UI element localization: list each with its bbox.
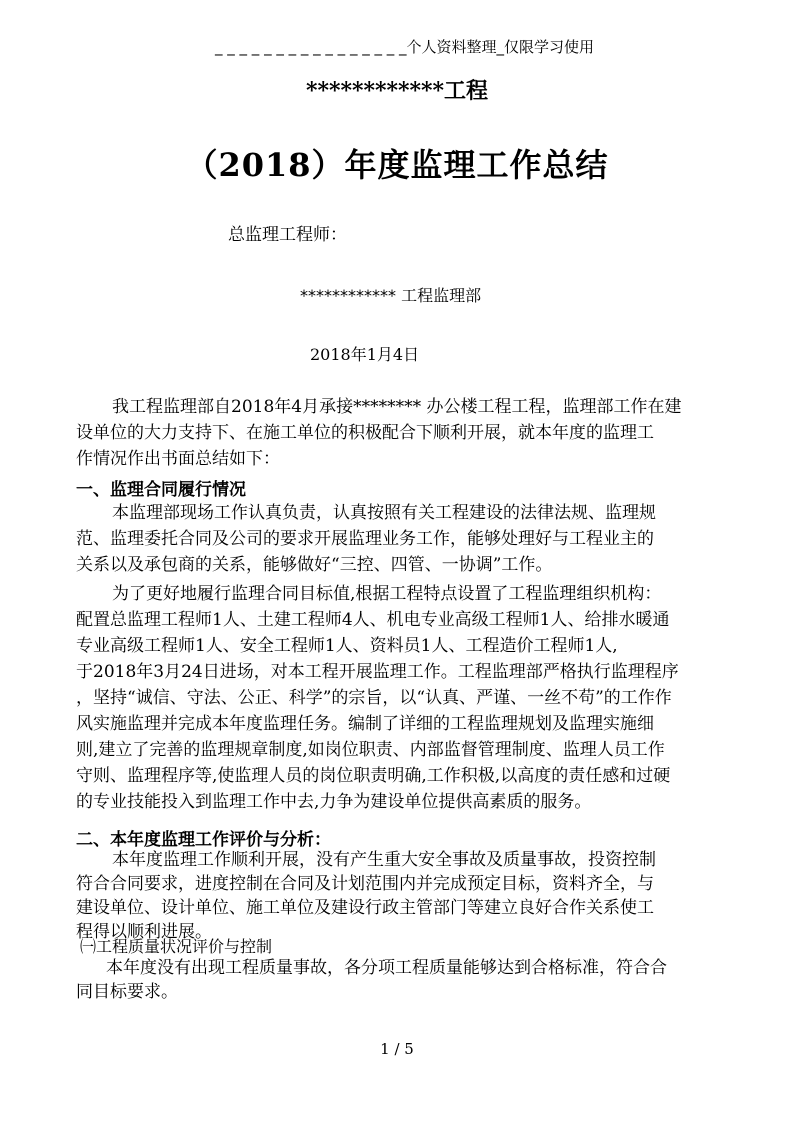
document-title: （2018）年度监理工作总结 (185, 146, 609, 184)
section-1-heading: 一、监理合同履行情况 (76, 480, 246, 500)
text-line: 我工程监理部自2018年4月承接******** 办公楼工程工程，监理部工作在建 (112, 397, 682, 417)
text-line: 符合合同要求，进度控制在合同及计划范围内并完成预定目标，资料齐全，与 (76, 874, 654, 894)
intro-paragraph (76, 394, 720, 472)
text-line: 的专业技能投入到监理工作中去,力争为建设单位提供高素质的服务。 (76, 792, 592, 812)
text-line: 设单位的大力支持下、在施工单位的积极配合下顺利开展，就本年度的监理工 (76, 423, 654, 443)
text-line: ，坚持“诚信、守法、公正、科学”的宗旨，以“认真、严谨、一丝不苟”的工作作 (76, 688, 672, 708)
page-header: _ _ _ _ _ _ _ _ _ _ _ _ _ _ _ _个人资料整理_仅限学习使用 (215, 38, 595, 56)
section-1-paragraph-1 (76, 500, 720, 578)
text-line: 风实施监理并完成本年度监理任务。编制了详细的工程监理规划及监理实施细 (76, 714, 654, 734)
subsection-quality-paragraph (76, 956, 720, 1004)
project-title: ************工程 (305, 78, 489, 104)
subsection-quality-heading: ㈠工程质量状况评价与控制 (80, 937, 273, 956)
text-line: 作情况作出书面总结如下： (76, 449, 280, 469)
document-date: 2018年1月4日 (310, 345, 420, 364)
department-name: ************ 工程监理部 (300, 286, 482, 305)
text-line: 范、监理委托合同及公司的要求开展监理业务工作，能够处理好与工程业主的 (76, 529, 654, 549)
text-line: 为了更好地履行监理合同目标值,根据工程特点设置了工程监理组织机构： (112, 584, 662, 604)
section-1-paragraph-2 (76, 581, 720, 815)
section-2-heading: 二、本年度监理工作评价与分析： (76, 830, 331, 850)
text-line: 配置总监理工程师1人、土建工程师4人、机电专业高级工程师1人、给排水暖通 (76, 610, 670, 630)
text-line: 本年度监理工作顺利开展，没有产生重大安全事故及质量事故，投资控制 (112, 850, 656, 870)
section-2-paragraph-1 (76, 848, 720, 944)
text-line: 程得以顺利进展。 (76, 922, 212, 942)
text-line: 则,建立了完善的监理规章制度,如岗位职责、内部监督管理制度、监理人员工作 (76, 740, 665, 760)
chief-engineer-label: 总监理工程师： (228, 225, 347, 245)
text-line: 建设单位、设计单位、施工单位及建设行政主管部门等建立良好合作关系使工 (76, 898, 654, 918)
text-line: 守则、监理程序等,使监理人员的岗位职责明确,工作积极,以高度的责任感和过硬 (76, 766, 671, 786)
text-line: 本监理部现场工作认真负责，认真按照有关工程建设的法律法规、监理规 (112, 503, 656, 523)
text-line: 关系以及承包商的关系，能够做好“三控、四管、一协调”工作。 (76, 555, 553, 575)
page-number: 1 / 5 (380, 1040, 414, 1058)
text-line: 同目标要求。 (76, 982, 178, 1002)
text-line: 专业高级工程师1人、安全工程师1人、资料员1人、工程造价工程师1人, (76, 636, 618, 656)
text-line: 于2018年3月24日进场，对本工程开展监理工作。工程监理部严格执行监理程序 (76, 662, 679, 682)
text-line: 本年度没有出现工程质量事故，各分项工程质量能够达到合格标准，符合合 (106, 958, 667, 978)
